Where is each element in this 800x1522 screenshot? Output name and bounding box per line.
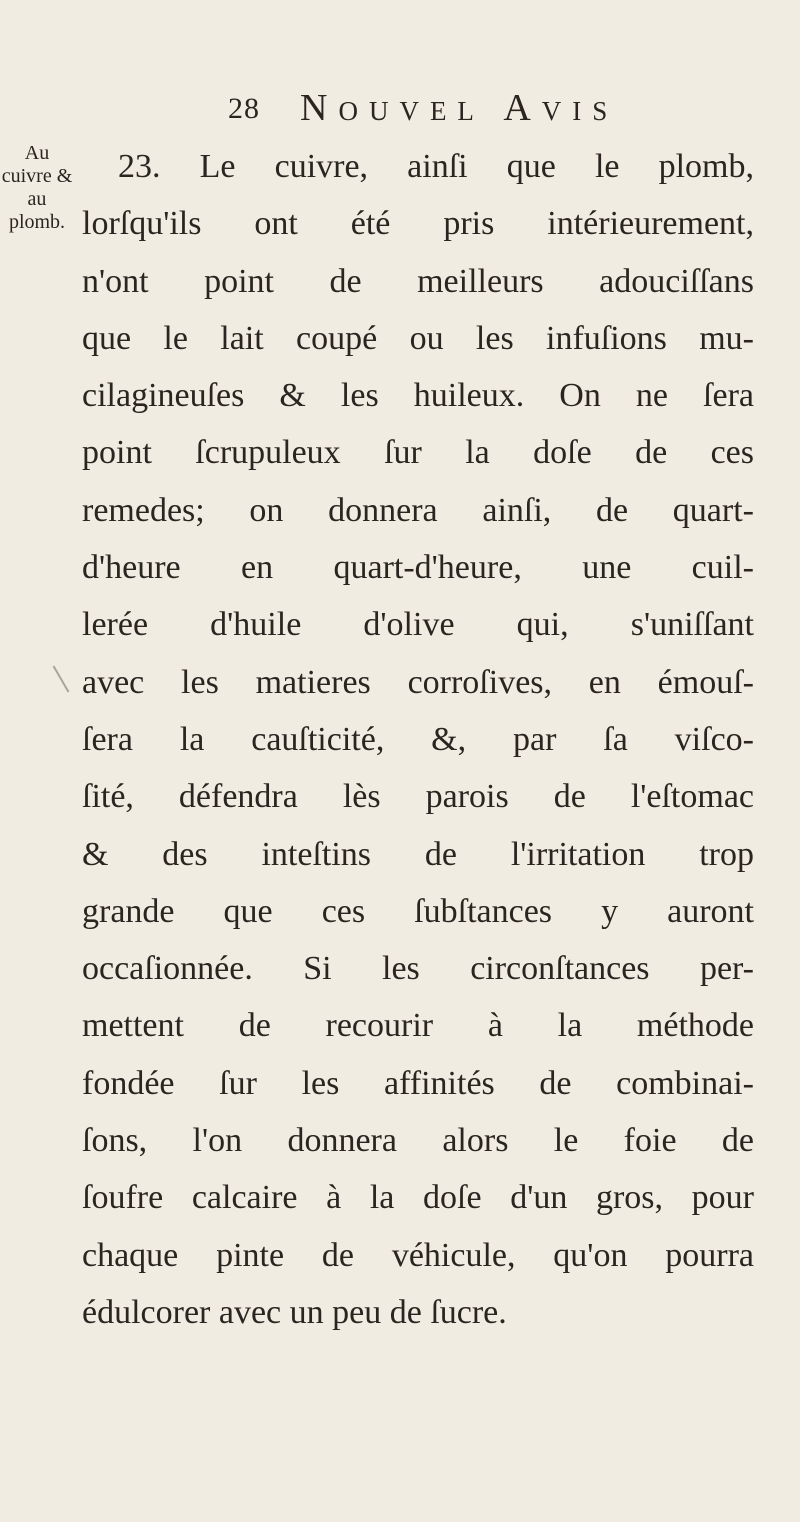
- text-line: que le lait coupé ou les infuſions mu-: [82, 319, 754, 357]
- text-line: 23. Le cuivre, ainſi que le plomb,: [118, 148, 754, 185]
- text-line: lerée d'huile d'olive qui, s'uniſſant: [82, 606, 754, 644]
- stray-ink-mark: [53, 666, 70, 693]
- text-line: ſera la cauſticité, &, par ſa viſco-: [82, 720, 754, 758]
- running-head: [0, 86, 800, 136]
- paragraph-23: [82, 138, 754, 1341]
- running-title: Nouvel Avis: [300, 87, 619, 129]
- text-line: avec les matieres corroſives, en émouſ-: [82, 663, 754, 701]
- margin-note-line: plomb.: [8, 211, 66, 233]
- margin-note-line: Au: [24, 142, 50, 164]
- text-line: ſons, l'on donnera alors le foie de: [82, 1122, 754, 1160]
- text-line: grande que ces ſubſtances y auront: [82, 892, 754, 930]
- text-line: ſité, défendra lès parois de l'eſtomac: [82, 778, 754, 816]
- text-line: chaque pinte de véhicule, qu'on pourra: [82, 1236, 754, 1274]
- text-line: ſoufre calcaire à la doſe d'un gros, pour: [82, 1179, 754, 1217]
- text-line: mettent de recourir à la méthode: [82, 1007, 754, 1045]
- margin-note: [0, 142, 74, 234]
- text-line: remedes; on donnera ainſi, de quart-: [82, 491, 754, 529]
- text-line: cilagineuſes & les huileux. On ne ſera: [82, 377, 754, 415]
- text-line: lorſqu'ils ont été pris intérieurement,: [82, 205, 754, 243]
- text-line: point ſcrupuleux ſur la doſe de ces: [82, 434, 754, 472]
- margin-note-line: cuivre &: [1, 165, 73, 187]
- text-line: & des inteſtins de l'irritation trop: [82, 835, 754, 873]
- text-line: occaſionnée. Si les circonſtances per-: [82, 950, 754, 988]
- text-line: n'ont point de meilleurs adouciſſans: [82, 262, 754, 300]
- text-line: d'heure en quart-d'heure, une cuil-: [82, 549, 754, 587]
- page-number: 28: [228, 92, 260, 125]
- margin-note-line: au: [27, 188, 47, 210]
- text-line: édulcorer avec un peu de ſucre.: [82, 1293, 507, 1331]
- text-line: fondée ſur les affinités de combinai-: [82, 1064, 754, 1102]
